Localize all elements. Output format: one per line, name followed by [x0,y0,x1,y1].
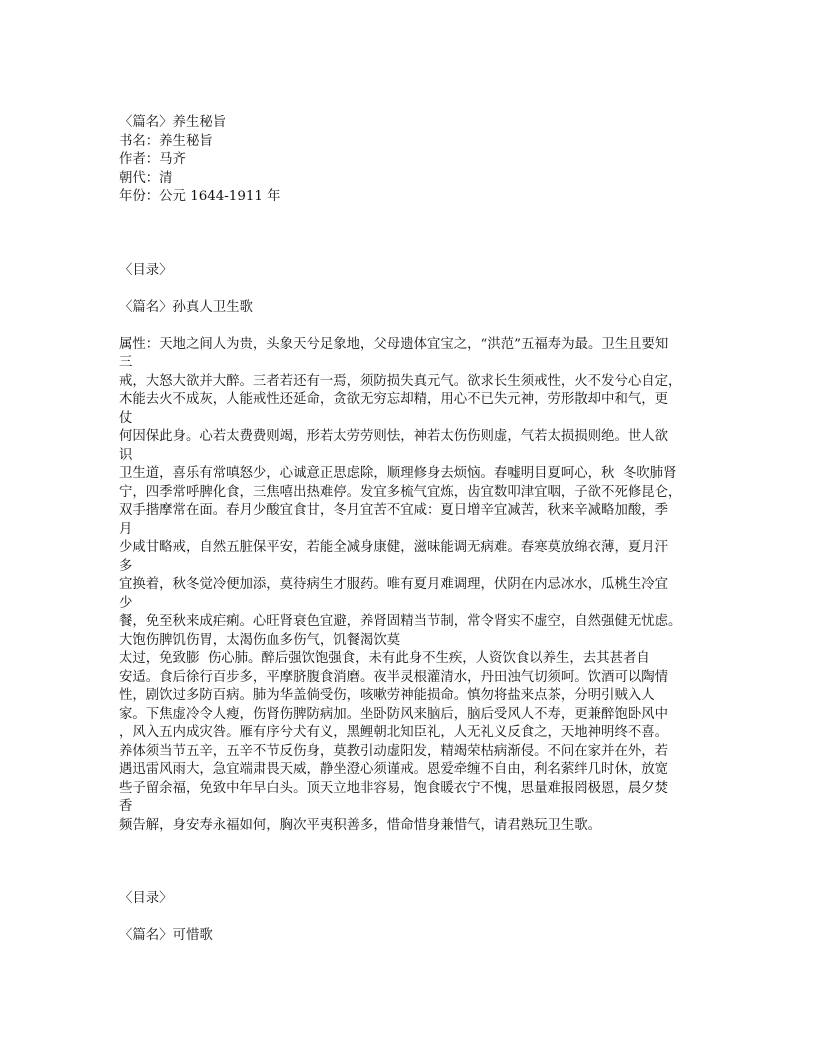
dynasty: 朝代：清 [119,170,173,186]
body-line: 卫生道，喜乐有常嗔怒少，心诚意正思虑除，顺理修身去烦恼。春嘘明目夏呵心，秋 冬吹肺肾 [119,466,677,481]
body-line: 双手揩摩常在面。春月少酸宜食甘，冬月宜苦不宜咸：夏日增辛宜减苦，秋来辛减略加酸，季 [119,503,669,518]
book-metadata [119,114,711,207]
chapter-title: 〈篇名〉可惜歌 [119,928,213,943]
body-line: 些子留余福，免致中年早白头。顶天立地非容易，饱食暖衣宁不愧，思量难报罔极恩，晨夕焚 [119,780,669,796]
spacer [119,280,711,299]
body-line: 安适。食后徐行百步多，平摩脐腹食消磨。夜半灵根灌清水，丹田浊气切须呵。饮酒可以陶情 [119,669,669,685]
book-name: 书名：养生秘旨 [119,133,213,149]
body-line: 月 [119,521,133,537]
body-line: 少 [119,595,133,611]
body-line: 少咸甘略戒，自然五脏保平安，若能全减身康健，滋味能调无病难。春寒莫放绵衣薄，夏月汗 [119,540,669,555]
body-line: 性，剧饮过多防百病。肺为华盖倘受伤，咳嗽劳神能损命。慎勿将盐来点茶，分明引贼入人 [119,688,655,703]
chapter-title: 〈篇名〉孙真人卫生歌 [119,299,253,315]
body-line: 家。下焦虚冷令人瘦，伤肾伤脾防病加。坐卧防风来脑后，脑后受风人不寿，更兼醉饱卧风中 [119,706,669,722]
body-line: 属性：天地之间人为贵，头象天兮足象地，父母遗体宜宝之，“洪范”五福寿为最。卫生且要知 [119,336,669,352]
body-line: 仗 [119,410,133,426]
spacer [119,909,711,928]
section-kexi-ge [119,890,711,946]
body-line: 戒，大怒大欲并大醉。三者若还有一焉，须防损失真元气。欲求长生须戒性，火不发兮心自定， [119,373,682,389]
section-sun-zhenren [119,262,711,836]
years: 年份：公元 1644-1911 年 [119,189,281,204]
chapter-body [119,336,711,836]
body-line: 宜换着，秋冬觉冷便加添，莫待病生才服药。唯有夏月难调理，伏阴在内忌冰水，瓜桃生冷宜 [119,577,669,592]
body-line: 识 [119,447,133,463]
spacer [119,207,711,262]
chapter-title-main: 〈篇名〉养生秘旨 [119,115,227,130]
document-page [119,114,711,946]
body-line: 频告解，身安寿永福如何，胸次平夷积善多，惜命惜身兼惜气，请君熟玩卫生歌。 [119,817,602,833]
body-line: 大饱伤脾饥伤胃，太渴伤血多伤气，饥餐渴饮莫 [119,632,401,648]
body-line: 餐，免至秋来成疟痢。心旺肾衰色宜避，养肾固精当节制，常令肾实不虚空，自然强健无忧虑。 [119,614,682,629]
author: 作者：马齐 [119,152,186,167]
body-line: 太过，免致膨 伤心肺。醉后强饮饱强食，未有此身不生疾，人资饮食以养生，去其甚者自 [119,651,650,666]
body-line: 多 [119,558,133,574]
body-line: 遇迅雷风雨大，急宜端肃畏天威，静坐澄心须谨戒。恩爱牵缠不自由，利名萦绊几时休，放宽 [119,762,669,777]
toc-link[interactable]: 〈目录〉 [119,262,173,278]
spacer [119,835,711,890]
body-line: 木能去火不成灰，人能戒性还延命，贪欲无穷忘却精，用心不已失元神，劳形散却中和气，更 [119,392,669,407]
body-line: 何因保此身。心若太费费则竭，形若太劳劳则怯，神若太伤伤则虚，气若太损损则绝。世人欲 [119,429,669,444]
body-line: ，风入五内成灾咎。雁有序兮犬有义，黑鲤朝北知臣礼，人无礼义反食之，天地神明终不喜。 [119,725,669,740]
body-line: 香 [119,799,133,814]
body-line: 三 [119,355,133,370]
body-line: 养体须当节五辛，五辛不节反伤身，莫教引动虚阳发，精竭荣枯病渐侵。不问在家并在外，若 [119,743,669,759]
spacer [119,317,711,336]
body-line: 宁，四季常呼脾化食，三焦嘻出热难停。发宜多梳气宜炼，齿宜数叩津宜咽，子欲不死修昆仑， [119,484,682,500]
toc-link[interactable]: 〈目录〉 [119,891,173,906]
